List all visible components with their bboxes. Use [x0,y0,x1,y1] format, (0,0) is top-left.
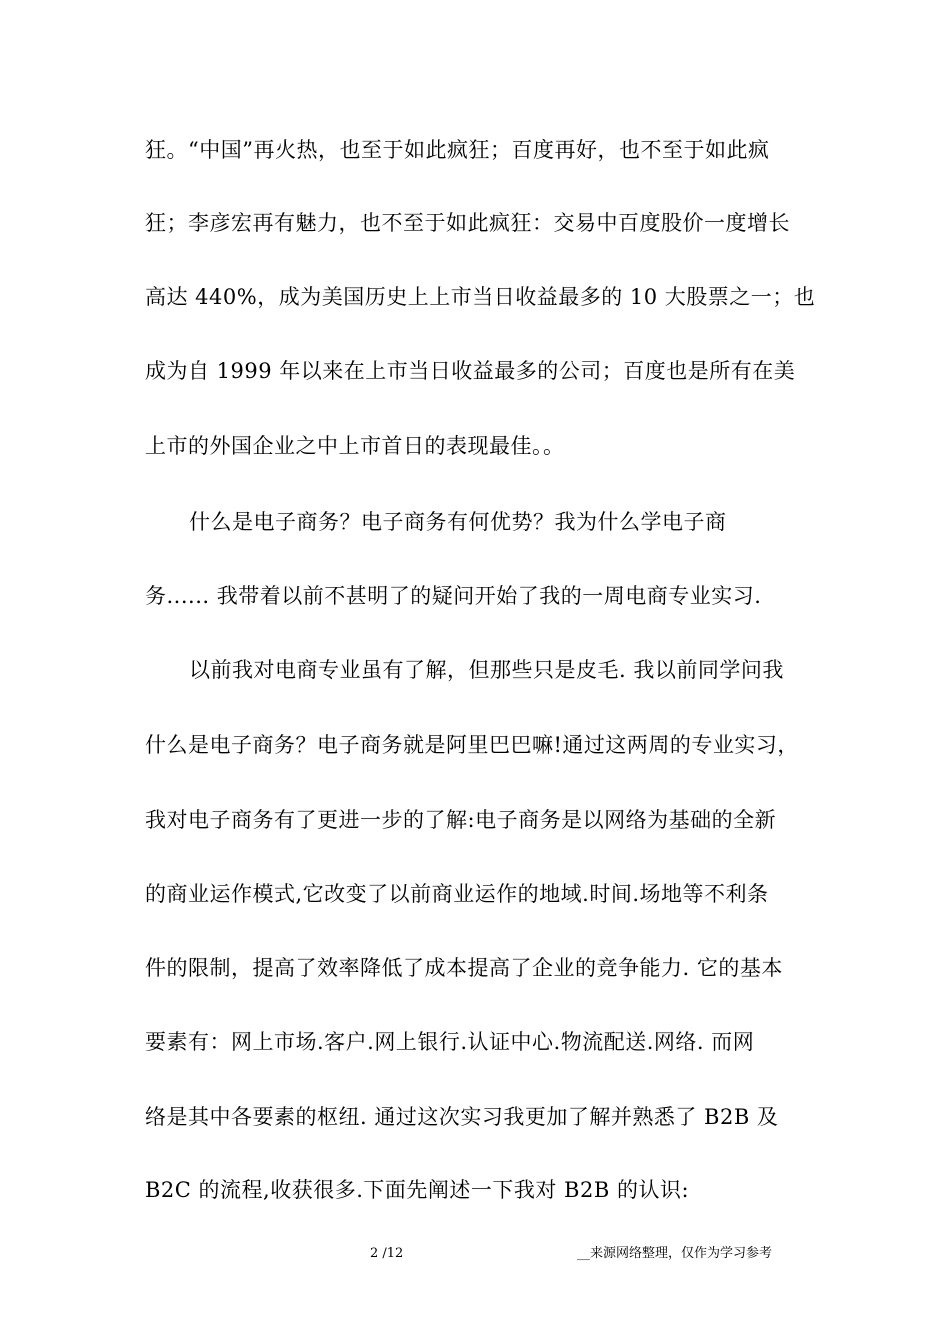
paragraph-line-6: 什么是电子商务？电子商务有何优势？我为什么学电子商 [189,510,727,534]
paragraph-line-4: 成为自 1999 年以来在上市当日收益最多的公司；百度也是所有在美 [145,359,796,383]
paragraph-line-1: 狂。“中国”再火热，也至于如此疯狂；百度再好，也不至于如此疯 [145,138,770,162]
paragraph-line-5: 上市的外国企业之中上市首日的表现最佳。。 [145,434,565,458]
paragraph-line-9: 什么是电子商务？电子商务就是阿里巴巴嘛!通过这两周的专业实习， [145,733,799,757]
source-note: __来源网络整理，仅作为学习参考 [577,1246,773,1261]
paragraph-line-7: 务...... 我带着以前不甚明了的疑问开始了我的一周电商专业实习. [145,584,762,608]
paragraph-line-11: 的商业运作模式,它改变了以前商业运作的地域.时间.场地等不利条 [145,882,769,906]
page-number: 2 /12 [370,1246,404,1261]
paragraph-line-8: 以前我对电商专业虽有了解，但那些只是皮毛. 我以前同学问我 [189,658,784,682]
paragraph-line-15: B2C 的流程,收获很多.下面先阐述一下我对 B2B 的认识: [145,1178,690,1202]
paragraph-line-13: 要素有：网上市场.客户.网上银行.认证中心.物流配送.网络. 而网 [145,1030,755,1054]
paragraph-line-12: 件的限制，提高了效率降低了成本提高了企业的竞争能力. 它的基本 [145,956,783,980]
paragraph-line-14: 络是其中各要素的枢纽. 通过这次实习我更加了解并熟悉了 B2B 及 [145,1105,779,1129]
paragraph-line-3: 高达 440%，成为美国历史上上市当日收益最多的 10 大股票之一；也 [145,285,816,309]
paragraph-line-2: 狂；李彦宏再有魅力，也不至于如此疯狂：交易中百度股价一度增长 [145,211,790,235]
paragraph-line-10: 我对电子商务有了更进一步的了解:电子商务是以网络为基础的全新 [145,808,777,832]
